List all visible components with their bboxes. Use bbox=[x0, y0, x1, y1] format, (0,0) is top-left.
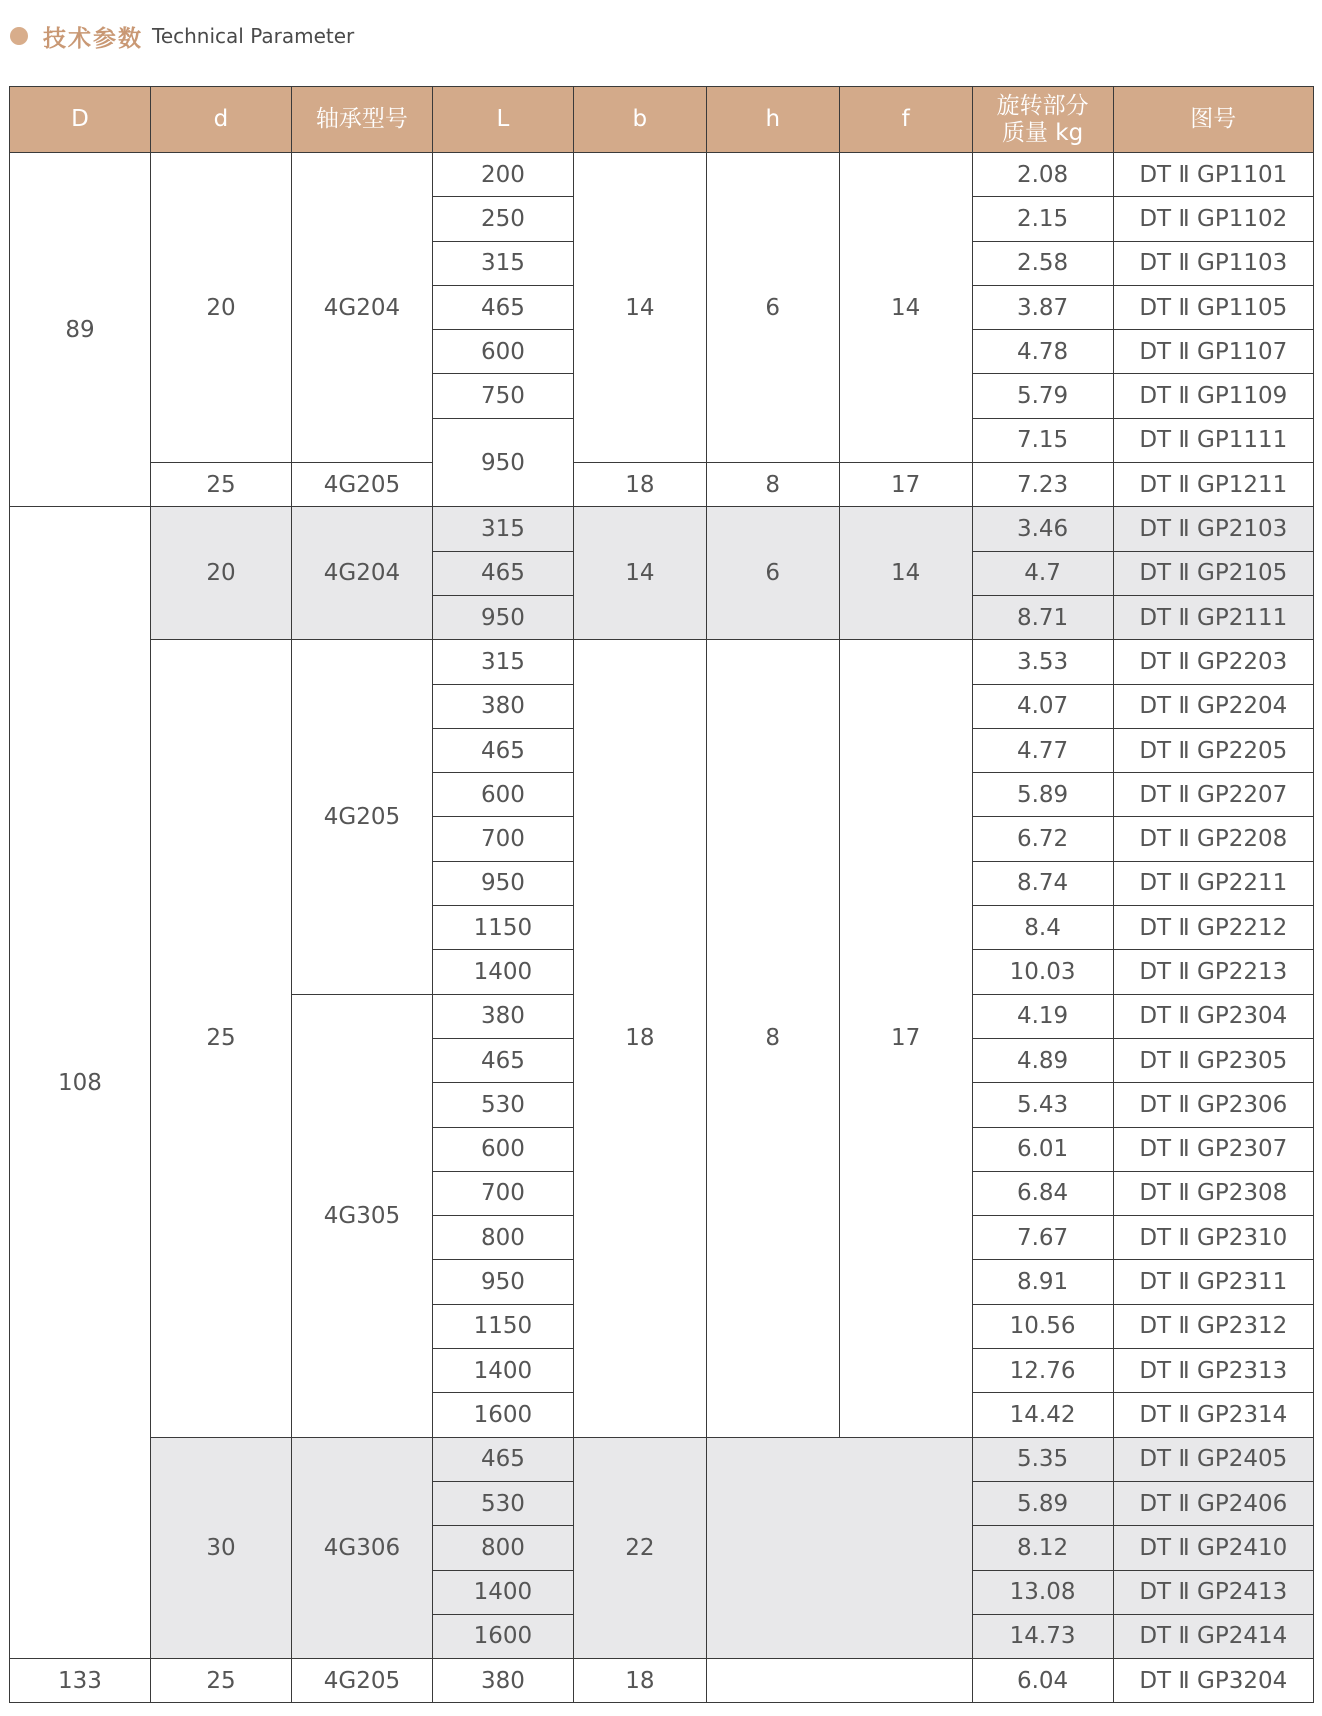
cell-drawing: DT Ⅱ GP2310 bbox=[1113, 1216, 1313, 1260]
cell-bearing: 4G305 bbox=[291, 994, 432, 1437]
cell-L: 315 bbox=[432, 241, 573, 285]
cell-L: 600 bbox=[432, 773, 573, 817]
cell-L: 315 bbox=[432, 640, 573, 684]
cell-h: 6 bbox=[706, 507, 839, 640]
cell-mass: 6.84 bbox=[972, 1171, 1113, 1215]
cell-mass: 8.91 bbox=[972, 1260, 1113, 1304]
cell-L: 465 bbox=[432, 285, 573, 329]
cell-d: 20 bbox=[150, 153, 291, 463]
cell-L: 1400 bbox=[432, 950, 573, 994]
cell-drawing: DT Ⅱ GP1102 bbox=[1113, 197, 1313, 241]
cell-b: 22 bbox=[573, 1437, 706, 1658]
cell-d: 30 bbox=[150, 1437, 291, 1658]
cell-bearing: 4G205 bbox=[291, 463, 432, 507]
cell-L: 465 bbox=[432, 1437, 573, 1481]
cell-mass: 8.71 bbox=[972, 595, 1113, 639]
cell-d: 20 bbox=[150, 507, 291, 640]
cell-drawing: DT Ⅱ GP2111 bbox=[1113, 595, 1313, 639]
cell-mass: 5.35 bbox=[972, 1437, 1113, 1481]
cell-mass: 5.89 bbox=[972, 1481, 1113, 1525]
cell-f: 17 bbox=[839, 640, 972, 1437]
cell-b: 14 bbox=[573, 507, 706, 640]
cell-f: 14 bbox=[839, 153, 972, 463]
cell-mass: 3.46 bbox=[972, 507, 1113, 551]
cell-L: 800 bbox=[432, 1216, 573, 1260]
cell-bearing: 4G204 bbox=[291, 507, 432, 640]
cell-L: 465 bbox=[432, 551, 573, 595]
cell-drawing: DT Ⅱ GP2205 bbox=[1113, 728, 1313, 772]
cell-mass: 13.08 bbox=[972, 1570, 1113, 1614]
cell-mass: 2.08 bbox=[972, 153, 1113, 197]
cell-drawing: DT Ⅱ GP1101 bbox=[1113, 153, 1313, 197]
cell-mass: 10.56 bbox=[972, 1304, 1113, 1348]
section-title-en: Technical Parameter bbox=[152, 24, 355, 48]
cell-mass: 12.76 bbox=[972, 1349, 1113, 1393]
cell-f-empty bbox=[839, 1659, 972, 1703]
cell-L: 1600 bbox=[432, 1614, 573, 1658]
table-row bbox=[10, 1659, 1314, 1703]
cell-drawing: DT Ⅱ GP2312 bbox=[1113, 1304, 1313, 1348]
col-header-h: h bbox=[706, 87, 839, 153]
col-header-b: b bbox=[573, 87, 706, 153]
cell-L: 315 bbox=[432, 507, 573, 551]
cell-drawing: DT Ⅱ GP2410 bbox=[1113, 1526, 1313, 1570]
cell-drawing: DT Ⅱ GP2304 bbox=[1113, 994, 1313, 1038]
cell-L: 1400 bbox=[432, 1349, 573, 1393]
cell-L: 380 bbox=[432, 1659, 573, 1703]
cell-mass: 6.72 bbox=[972, 817, 1113, 861]
cell-drawing: DT Ⅱ GP2208 bbox=[1113, 817, 1313, 861]
cell-b: 18 bbox=[573, 640, 706, 1437]
cell-L: 250 bbox=[432, 197, 573, 241]
cell-L: 530 bbox=[432, 1481, 573, 1525]
cell-f-empty bbox=[839, 1437, 972, 1658]
cell-h-empty bbox=[706, 1659, 839, 1703]
cell-mass: 7.15 bbox=[972, 418, 1113, 462]
cell-d: 25 bbox=[150, 463, 291, 507]
cell-L: 380 bbox=[432, 684, 573, 728]
cell-drawing: DT Ⅱ GP2308 bbox=[1113, 1171, 1313, 1215]
cell-L: 750 bbox=[432, 374, 573, 418]
cell-D: 89 bbox=[10, 153, 151, 507]
cell-mass: 7.67 bbox=[972, 1216, 1113, 1260]
cell-drawing: DT Ⅱ GP2204 bbox=[1113, 684, 1313, 728]
col-header-D: D bbox=[10, 87, 151, 153]
cell-bearing: 4G205 bbox=[291, 1659, 432, 1703]
cell-L: 465 bbox=[432, 728, 573, 772]
cell-L: 950 bbox=[432, 861, 573, 905]
cell-mass: 2.15 bbox=[972, 197, 1113, 241]
cell-b: 18 bbox=[573, 1659, 706, 1703]
col-header-mass: 旋转部分质量 kg bbox=[972, 87, 1113, 153]
cell-h: 6 bbox=[706, 153, 839, 463]
cell-mass: 5.43 bbox=[972, 1083, 1113, 1127]
cell-drawing: DT Ⅱ GP1105 bbox=[1113, 285, 1313, 329]
cell-L: 700 bbox=[432, 1171, 573, 1215]
cell-drawing: DT Ⅱ GP2213 bbox=[1113, 950, 1313, 994]
cell-L: 380 bbox=[432, 994, 573, 1038]
cell-mass: 3.53 bbox=[972, 640, 1113, 684]
cell-drawing: DT Ⅱ GP1211 bbox=[1113, 463, 1313, 507]
cell-mass: 3.87 bbox=[972, 285, 1113, 329]
cell-drawing: DT Ⅱ GP2305 bbox=[1113, 1038, 1313, 1082]
cell-h-empty bbox=[706, 1437, 839, 1658]
cell-L: 950 bbox=[432, 595, 573, 639]
cell-bearing: 4G205 bbox=[291, 640, 432, 994]
table-row bbox=[10, 507, 1314, 551]
cell-mass: 4.19 bbox=[972, 994, 1113, 1038]
cell-drawing: DT Ⅱ GP2212 bbox=[1113, 906, 1313, 950]
cell-drawing: DT Ⅱ GP1107 bbox=[1113, 330, 1313, 374]
cell-L: 600 bbox=[432, 330, 573, 374]
cell-mass: 4.89 bbox=[972, 1038, 1113, 1082]
cell-L: 1150 bbox=[432, 906, 573, 950]
cell-L: 200 bbox=[432, 153, 573, 197]
cell-L: 800 bbox=[432, 1526, 573, 1570]
cell-mass: 4.77 bbox=[972, 728, 1113, 772]
cell-drawing: DT Ⅱ GP2405 bbox=[1113, 1437, 1313, 1481]
cell-D: 133 bbox=[10, 1659, 151, 1703]
col-header-L: L bbox=[432, 87, 573, 153]
cell-drawing: DT Ⅱ GP2105 bbox=[1113, 551, 1313, 595]
cell-drawing: DT Ⅱ GP2413 bbox=[1113, 1570, 1313, 1614]
cell-drawing: DT Ⅱ GP2313 bbox=[1113, 1349, 1313, 1393]
col-header-drawing: 图号 bbox=[1113, 87, 1313, 153]
cell-h: 8 bbox=[706, 640, 839, 1437]
col-header-f: f bbox=[839, 87, 972, 153]
cell-mass: 8.12 bbox=[972, 1526, 1113, 1570]
table-row bbox=[10, 463, 1314, 507]
cell-drawing: DT Ⅱ GP2406 bbox=[1113, 1481, 1313, 1525]
bullet-dot-icon bbox=[10, 27, 28, 45]
cell-d: 25 bbox=[150, 640, 291, 1437]
cell-b: 14 bbox=[573, 153, 706, 463]
cell-mass: 10.03 bbox=[972, 950, 1113, 994]
cell-drawing: DT Ⅱ GP2314 bbox=[1113, 1393, 1313, 1437]
cell-mass: 14.73 bbox=[972, 1614, 1113, 1658]
cell-mass: 14.42 bbox=[972, 1393, 1113, 1437]
cell-f: 17 bbox=[839, 463, 972, 507]
cell-drawing: DT Ⅱ GP2103 bbox=[1113, 507, 1313, 551]
cell-h: 8 bbox=[706, 463, 839, 507]
cell-mass: 2.58 bbox=[972, 241, 1113, 285]
cell-L: 1400 bbox=[432, 1570, 573, 1614]
cell-L: 950 bbox=[432, 1260, 573, 1304]
cell-bearing: 4G204 bbox=[291, 153, 432, 463]
cell-mass: 6.01 bbox=[972, 1127, 1113, 1171]
cell-L: 600 bbox=[432, 1127, 573, 1171]
cell-mass: 6.04 bbox=[972, 1659, 1113, 1703]
cell-mass: 8.74 bbox=[972, 861, 1113, 905]
col-header-d: d bbox=[150, 87, 291, 153]
cell-mass: 4.78 bbox=[972, 330, 1113, 374]
table-row bbox=[10, 1437, 1314, 1481]
table-row bbox=[10, 153, 1314, 197]
table-header-row bbox=[10, 87, 1314, 153]
cell-mass: 4.7 bbox=[972, 551, 1113, 595]
cell-drawing: DT Ⅱ GP2211 bbox=[1113, 861, 1313, 905]
cell-drawing: DT Ⅱ GP2307 bbox=[1113, 1127, 1313, 1171]
technical-parameter-table bbox=[9, 86, 1314, 1703]
cell-f: 14 bbox=[839, 507, 972, 640]
cell-drawing: DT Ⅱ GP2207 bbox=[1113, 773, 1313, 817]
cell-mass: 8.4 bbox=[972, 906, 1113, 950]
cell-drawing: DT Ⅱ GP2311 bbox=[1113, 1260, 1313, 1304]
cell-drawing: DT Ⅱ GP2306 bbox=[1113, 1083, 1313, 1127]
cell-drawing: DT Ⅱ GP2414 bbox=[1113, 1614, 1313, 1658]
col-header-bearing: 轴承型号 bbox=[291, 87, 432, 153]
cell-drawing: DT Ⅱ GP2203 bbox=[1113, 640, 1313, 684]
cell-mass: 5.79 bbox=[972, 374, 1113, 418]
cell-L: 530 bbox=[432, 1083, 573, 1127]
cell-mass: 5.89 bbox=[972, 773, 1113, 817]
cell-drawing: DT Ⅱ GP1103 bbox=[1113, 241, 1313, 285]
cell-L: 950 bbox=[432, 418, 573, 507]
cell-L: 700 bbox=[432, 817, 573, 861]
cell-mass: 4.07 bbox=[972, 684, 1113, 728]
section-title-cn: 技术参数 bbox=[43, 26, 143, 52]
cell-L: 1150 bbox=[432, 1304, 573, 1348]
cell-mass: 7.23 bbox=[972, 463, 1113, 507]
cell-bearing: 4G306 bbox=[291, 1437, 432, 1658]
cell-drawing: DT Ⅱ GP3204 bbox=[1113, 1659, 1313, 1703]
cell-b: 18 bbox=[573, 463, 706, 507]
cell-drawing: DT Ⅱ GP1111 bbox=[1113, 418, 1313, 462]
cell-d: 25 bbox=[150, 1659, 291, 1703]
cell-drawing: DT Ⅱ GP1109 bbox=[1113, 374, 1313, 418]
cell-L: 1600 bbox=[432, 1393, 573, 1437]
cell-D: 108 bbox=[10, 507, 151, 1659]
cell-L: 465 bbox=[432, 1038, 573, 1082]
table-row bbox=[10, 640, 1314, 684]
